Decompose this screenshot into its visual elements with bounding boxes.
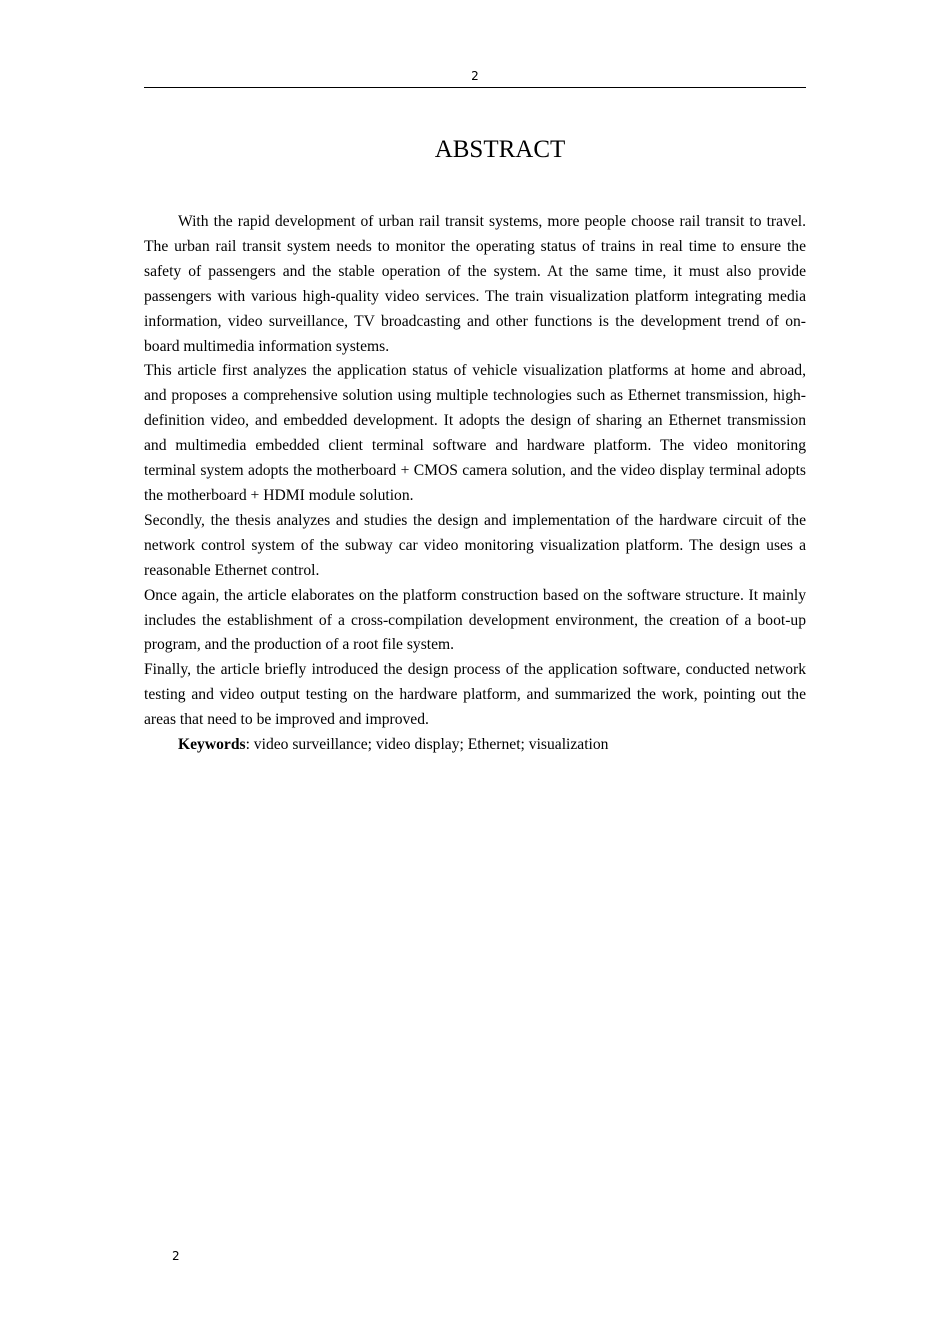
- abstract-paragraph-3: Secondly, the thesis analyzes and studies the design and implementation of the hardware circuit of the network control system of the subway car video monitoring visualization platform. The design uses a reasonable Ethernet control.: [144, 511, 806, 579]
- keywords-label: Keywords: [178, 736, 246, 754]
- abstract-title: ABSTRACT: [434, 136, 566, 163]
- abstract-paragraph-4: Once again, the article elaborates on the platform construction based on the software structure. It mainly includes the establishment of a cross-compilation development environment, the creation of a boot-up program, and the production of a root file system.: [144, 586, 806, 654]
- keywords-line: [144, 733, 806, 758]
- header-page-number: 2: [471, 69, 479, 83]
- abstract-body: [144, 210, 806, 758]
- abstract-paragraph-1: With the rapid development of urban rail transit systems, more people choose rail transit to travel. The urban rail transit system needs to monitor the operating status of trains in real time to ensure the safety of passengers and the stable operation of the system. At the same time, it must also provide passengers with various high-quality video services. The train visualization platform integrating media information, video surveillance, TV broadcasting and other functions is the development trend of on-board multimedia information systems.: [144, 213, 806, 355]
- footer-page-number: 2: [172, 1249, 180, 1263]
- header-rule: [144, 87, 806, 88]
- abstract-paragraph-5: Finally, the article briefly introduced the design process of the application software, conducted network testing and video output testing on the hardware platform, and summarized the work, pointing out the areas that need to be improved and improved.: [144, 661, 806, 729]
- abstract-paragraph-2: This article first analyzes the application status of vehicle visualization platforms at home and abroad, and proposes a comprehensive solution using multiple technologies such as Ethernet transmission, high-definition video, and embedded development. It adopts the design of sharing an Ethernet transmission and multimedia embedded client terminal software and hardware platform. The video monitoring terminal system adopts the motherboard + CMOS camera solution, and the video display terminal adopts the motherboard + HDMI module solution.: [144, 362, 806, 504]
- keywords-text: : video surveillance; video display; Ethernet; visualization: [245, 736, 609, 754]
